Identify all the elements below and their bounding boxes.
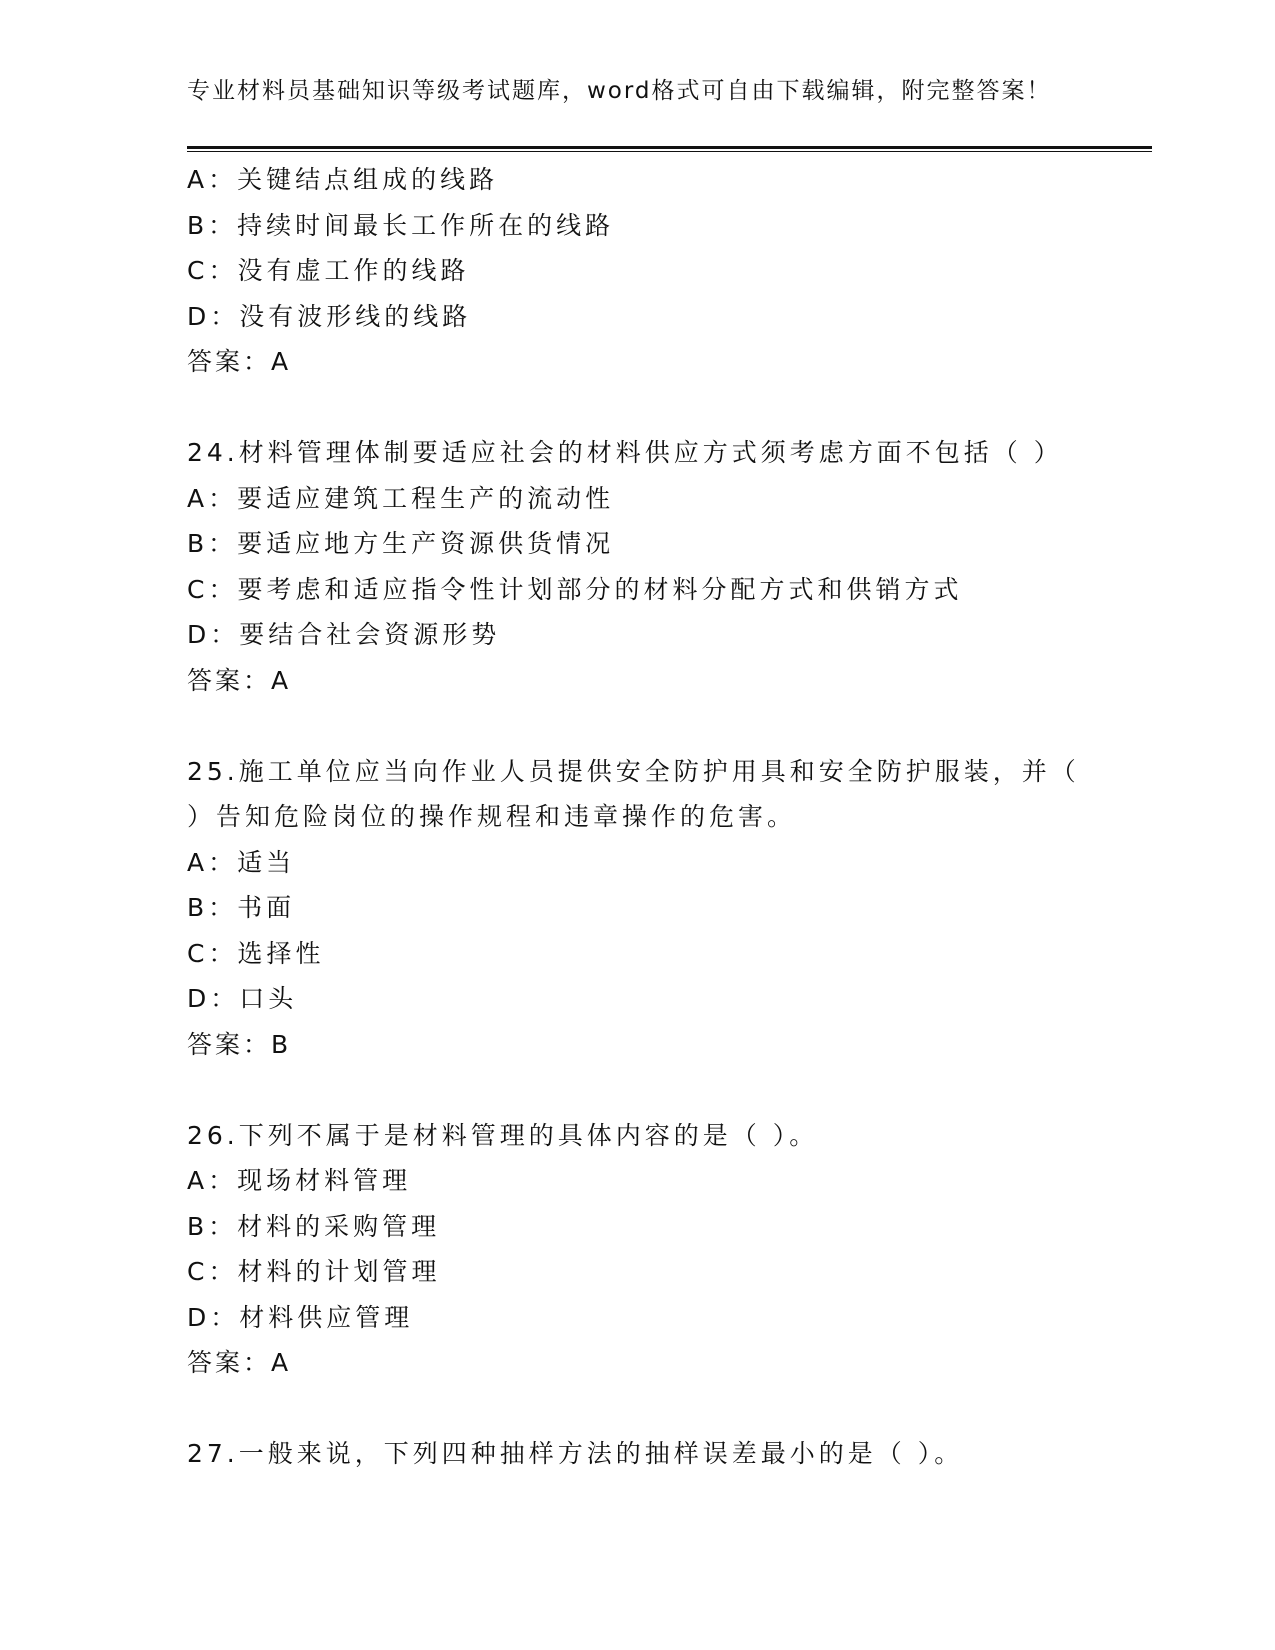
option-line: D：材料供应管理	[187, 1302, 414, 1332]
header-rule-thick	[187, 146, 1152, 149]
answer-line: 答案：A	[187, 665, 292, 695]
option-line: A：适当	[187, 847, 296, 877]
option-line: C：选择性	[187, 938, 325, 968]
blank-line	[187, 385, 1087, 431]
answer-line: 答案：A	[187, 1348, 292, 1377]
option-line: C：没有虚工作的线路	[187, 256, 470, 285]
question-line: 24.材料管理体制要适应社会的材料供应方式须考虑方面不包括（ ）	[187, 438, 1063, 467]
blank-line	[187, 703, 1087, 749]
option-line: A：要适应建筑工程生产的流动性	[187, 483, 615, 513]
question-line: 27.一般来说，下列四种抽样方法的抽样误差最小的是（ ）。	[187, 1439, 964, 1468]
option-line: B：要适应地方生产资源供货情况	[187, 529, 615, 558]
question-line: ）告知危险岗位的操作规程和违章操作的危害。	[187, 802, 797, 831]
option-line: A：现场材料管理	[187, 1166, 412, 1195]
option-line: B：持续时间最长工作所在的线路	[187, 210, 615, 240]
question-line: 25.施工单位应当向作业人员提供安全防护用具和安全防护服装，并（	[187, 756, 1080, 786]
option-line: C：要考虑和适应指令性计划部分的材料分配方式和供销方式	[187, 574, 963, 604]
question-line: 26.下列不属于是材料管理的具体内容的是（ ）。	[187, 1120, 819, 1150]
option-line: D：没有波形线的线路	[187, 301, 472, 331]
document-header: 专业材料员基础知识等级考试题库，word格式可自由下载编辑，附完整答案！	[187, 78, 1052, 104]
answer-line: 答案：A	[187, 347, 292, 376]
option-line: C：材料的计划管理	[187, 1257, 441, 1286]
option-line: B：书面	[187, 893, 296, 922]
answer-line: 答案：B	[187, 1029, 292, 1059]
blank-line	[187, 1067, 1087, 1113]
question-content	[187, 157, 1087, 1477]
option-line: D：要结合社会资源形势	[187, 620, 501, 649]
header-rule-thin	[187, 151, 1152, 152]
option-line: B：材料的采购管理	[187, 1211, 441, 1241]
blank-line	[187, 1386, 1087, 1432]
option-line: A：关键结点组成的线路	[187, 165, 499, 194]
option-line: D：口头	[187, 984, 298, 1013]
